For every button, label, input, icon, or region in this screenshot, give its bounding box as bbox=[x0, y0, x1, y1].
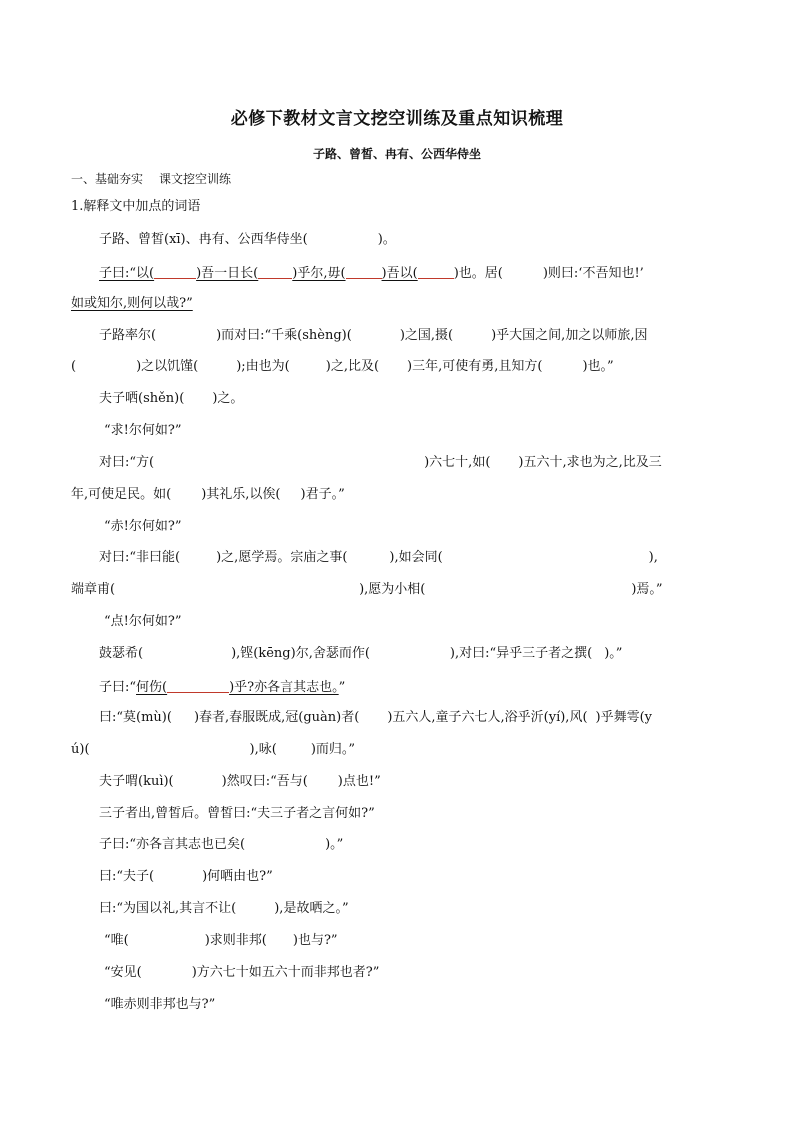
text-line-21: 曰:“夫子( )何哂由也?” bbox=[99, 869, 273, 884]
text-line-15: 子曰:“何伤( )乎?亦各言其志也。” bbox=[99, 677, 345, 697]
text-line-16: 曰:“莫(mù)( )春者,春服既成,冠(guàn)者( )五六人,童子六七人,浴乎沂(yí),风( )乎舞雩(y bbox=[99, 710, 653, 725]
text-line-22: 曰:“为国以礼,其言不让( ),是故哂之。” bbox=[99, 901, 349, 916]
text-line-19: 三子者出,曾皙后。曾皙曰:“夫三子者之言何如?” bbox=[99, 806, 375, 821]
text-line-24: “安见( )方六七十如五六十而非邦也者?” bbox=[104, 965, 380, 980]
text-line-5: ( )之以饥馑( );由也为( )之,比及( )三年,可使有勇,且知方( )也。” bbox=[71, 359, 614, 374]
text-line-23: “唯( )求则非邦( )也与?” bbox=[104, 933, 338, 948]
text-line-3: 如或知尔,则何以哉?” bbox=[71, 296, 193, 311]
blank[interactable] bbox=[154, 263, 196, 279]
text-line-2: 子曰:“以( )吾一日长( )乎尔,毋( )吾以( )也。居( )则曰:‘不吾知也!’ bbox=[99, 263, 644, 283]
text-line-20: 子曰:“亦各言其志也已矣( )。” bbox=[99, 837, 344, 852]
blank[interactable] bbox=[418, 263, 454, 279]
text-line-18: 夫子喟(kuì)( )然叹曰:“吾与( )点也!” bbox=[99, 774, 381, 789]
section-label: 一、基础夯实 bbox=[71, 172, 144, 186]
section-heading bbox=[71, 170, 231, 188]
page-title: 必修下教材文言文挖空训练及重点知识梳理 bbox=[230, 109, 564, 129]
text-line-8: 对曰:“方( )六七十,如( )五六十,求也为之,比及三 bbox=[99, 455, 662, 470]
section-sublabel: 课文挖空训练 bbox=[159, 172, 232, 186]
blank[interactable] bbox=[258, 263, 292, 279]
text-line-4: 子路率尔( )而对曰:“千乘(shèng)( )之国,摄( )乎大国之间,加之以师旅,因 bbox=[99, 328, 648, 343]
text-line-6: 夫子哂(shěn)( )之。 bbox=[99, 391, 244, 406]
page-subtitle: 子路、曾皙、冉有、公西华侍坐 bbox=[312, 147, 481, 161]
blank[interactable] bbox=[346, 263, 382, 279]
text-line-12: 端章甫( ),愿为小相( )焉。” bbox=[71, 582, 663, 597]
question-1: 1.解释文中加点的词语 bbox=[71, 199, 201, 214]
text-line-10: “赤!尔何如?” bbox=[104, 519, 182, 534]
text-line-11: 对曰:“非曰能( )之,愿学焉。宗庙之事( ),如会同( ), bbox=[99, 550, 658, 565]
text-line-13: “点!尔何如?” bbox=[104, 614, 182, 629]
text-line-1: 子路、曾皙(xī)、冉有、公西华侍坐( )。 bbox=[99, 232, 396, 247]
text-line-25: “唯赤则非邦也与?” bbox=[104, 997, 216, 1012]
text-line-14: 鼓瑟希( ),铿(kēng)尔,舍瑟而作( ),对曰:“异乎三子者之撰( )。” bbox=[99, 646, 623, 661]
text-line-9: 年,可使足民。如( )其礼乐,以俟( )君子。” bbox=[71, 487, 345, 502]
text-line-17: ú)( ),咏( )而归。” bbox=[71, 742, 356, 757]
blank[interactable] bbox=[167, 677, 229, 693]
text-line-7: “求!尔何如?” bbox=[104, 423, 182, 438]
